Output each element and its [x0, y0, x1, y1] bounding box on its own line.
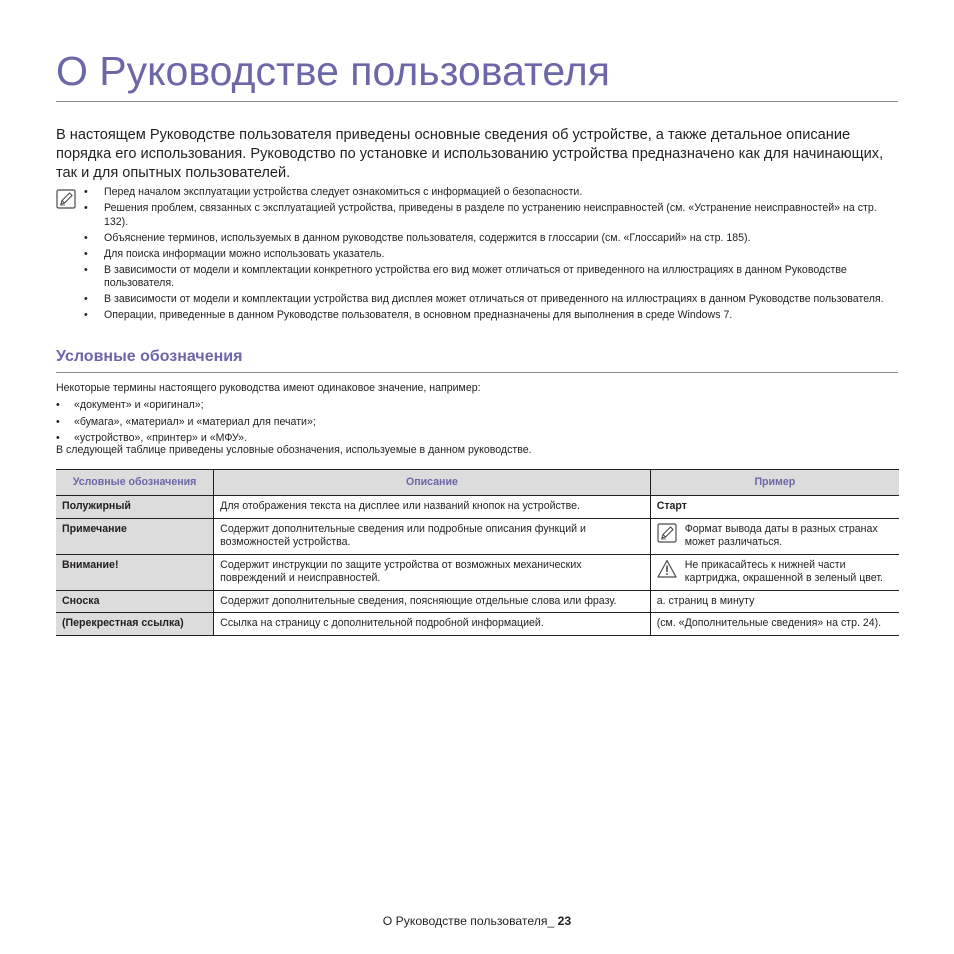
term-cell: Сноска: [56, 590, 214, 613]
example-cell: a. страниц в минуту: [650, 590, 899, 613]
note-item: • Решения проблем, связанных с эксплуатацией устройства, приведены в разделе по устранению неисправностей (см. «Устранение неисправностей» на стр. 132).: [84, 202, 898, 229]
note-item: • В зависимости от модели и комплектации устройства вид дисплея может отличаться от приведенного на иллюстрациях в данном Руководстве пользователя.: [84, 293, 898, 307]
description-cell: Содержит дополнительные сведения, поясняющие отдельные слова или фразу.: [214, 590, 651, 613]
table-row: [56, 590, 899, 613]
header-description: Описание: [214, 470, 651, 496]
table-row: [56, 554, 899, 590]
example-cell: [650, 518, 899, 554]
example-cell: (см. «Дополнительные сведения» на стр. 24).: [650, 613, 899, 636]
example-text: Формат вывода даты в разных странах может различаться.: [684, 522, 878, 548]
table-lead: В следующей таблице приведены условные обозначения, используемые в данном руководстве.: [56, 444, 532, 456]
term-cell: Внимание!: [56, 554, 214, 590]
section-divider: [56, 372, 898, 373]
description-cell: Для отображения текста на дисплее или названий кнопок на устройстве.: [214, 496, 651, 519]
note-item: • В зависимости от модели и комплектации конкретного устройства его вид может отличаться от приведенного на иллюстрациях в данном Руководстве пользователя.: [84, 264, 898, 291]
note-item: • Для поиска информации можно использовать указатель.: [84, 248, 898, 262]
note-item: • Операции, приведенные в данном Руководстве пользователя, в основном предназначены для выполнения в среде Windows 7.: [84, 309, 898, 323]
note-icon: [657, 523, 677, 543]
note-item: • Перед началом эксплуатации устройства следует ознакомиться с информацией о безопасности.: [84, 186, 898, 200]
warning-triangle-icon: [657, 559, 677, 579]
footer-label: О Руководстве пользователя_: [382, 914, 555, 928]
synonym-list: [56, 397, 316, 447]
table-header-row: [56, 470, 899, 496]
header-conventions: Условные обозначения: [56, 470, 214, 496]
table-row: [56, 496, 899, 519]
synonym-item: • «документ» и «оригинал»;: [56, 397, 316, 414]
title-divider: [56, 101, 898, 102]
description-cell: Содержит инструкции по защите устройства от возможных механических повреждений и неисправностей.: [214, 554, 651, 590]
term-cell: Полужирный: [56, 496, 214, 519]
synonym-item: • «устройство», «принтер» и «МФУ».: [56, 430, 316, 447]
section-heading: Условные обозначения: [56, 348, 243, 365]
description-cell: Содержит дополнительные сведения или подробные описания функций и возможностей устройства.: [214, 518, 651, 554]
table-row: [56, 613, 899, 636]
term-cell: Примечание: [56, 518, 214, 554]
conventions-table: [56, 469, 899, 636]
header-example: Пример: [650, 470, 899, 496]
term-cell: (Перекрестная ссылка): [56, 613, 214, 636]
conventions-lead: Некоторые термины настоящего руководства имеют одинаковое значение, например:: [56, 382, 481, 394]
page-title: О Руководстве пользователя: [56, 48, 610, 94]
note-icon: [56, 189, 76, 209]
page-footer: [0, 914, 954, 928]
table-row: [56, 518, 899, 554]
note-item: • Объяснение терминов, используемых в данном руководстве пользователя, содержится в глоссарии (см. «Глоссарий» на стр. 185).: [84, 232, 898, 246]
page-number: 23: [557, 914, 572, 928]
description-cell: Ссылка на страницу с дополнительной подробной информацией.: [214, 613, 651, 636]
example-cell: Старт: [650, 496, 899, 519]
example-text: Не прикасайтесь к нижней части картриджа, окрашенной в зеленый цвет.: [684, 558, 883, 584]
note-list: [84, 186, 898, 325]
synonym-item: • «бумага», «материал» и «материал для печати»;: [56, 414, 316, 431]
intro-paragraph: В настоящем Руководстве пользователя приведены основные сведения об устройстве, а также детальное описание порядка его использования. Руководство по установке и использованию устройства предназначено как для начинающих, так и для опытных пользователей.: [56, 127, 884, 181]
example-cell: [650, 554, 899, 590]
